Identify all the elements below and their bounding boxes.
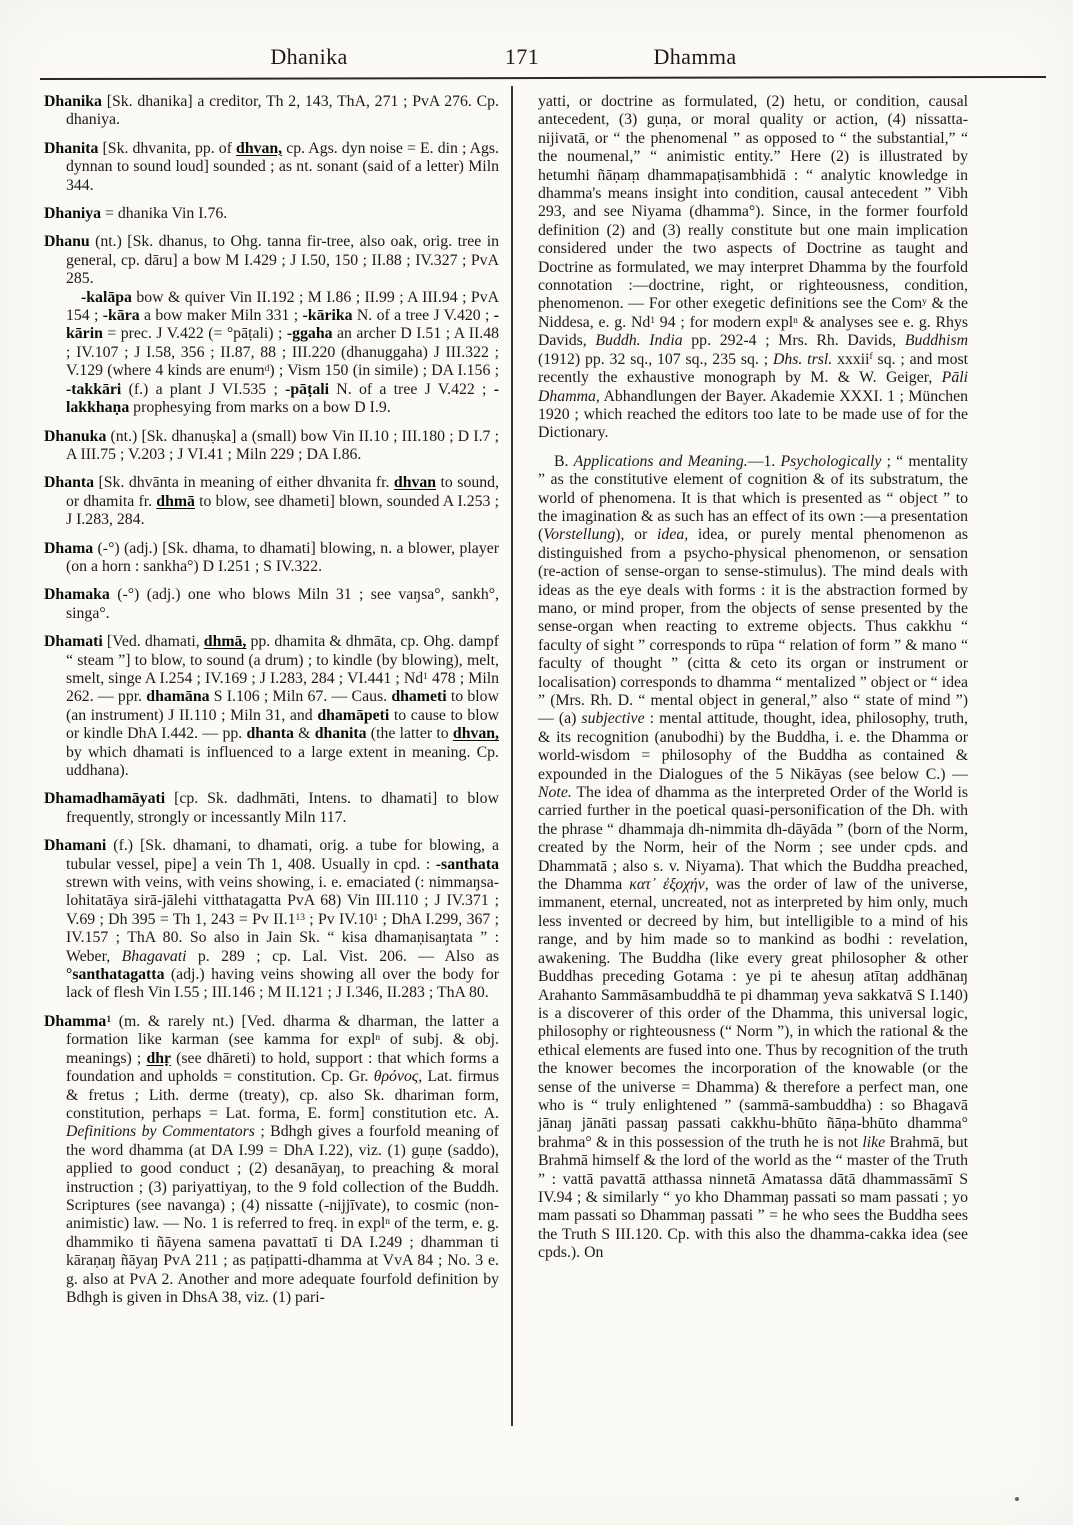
left-column xyxy=(44,93,499,1317)
dictionary-entry: Dhamani (f.) [Sk. dhamani, to dhamati, orig. a tube for blowing, a tubular vessel, pipe] a vein Th 1, 408. Usually in cpd. : -santhata strewn with veins, with veins showing, i. e. emaciated (: nimmaŋsa-lohitatāya sirā-jālehi vitthatagatta PvA 68) Vin III.110 ; J IV.371 ; V.69 ; Dh 395 = Th 1, 243 = Pv $II.1^{13}$ ; Pv $IV.10^1$ ; DhA I.299, 367 ; IV.157 ; ThA 80. So also in Jain Sk. “ kisa dhamaṇisaŋtata ” : Weber, Bhagavati p. 289 ; cp. Lal. Vist. 206. — Also as °santhatagatta (adj.) having veins showing all over the body for lack of flesh Vin I.55 ; III.146 ; M II.121 ; J I.346, II.283 ; ThA 80. xyxy=(44,837,500,1002)
right-column xyxy=(538,93,968,1273)
dictionary-entry: Dhamadhamāyati [cp. Sk. dadhmāti, Intens. to dhamati] to blow frequently, strongly or incessantly Miln 117. xyxy=(44,790,499,826)
page-number: 171 xyxy=(504,44,540,69)
running-head-left: Dhanika xyxy=(270,44,348,69)
dictionary-entry: yatti, or doctrine as formulated, (2) hetu, or condition, causal antecedent, (3) guṇa, or moral quality or action, (4) nissatta-nijivatā, or “ the phenomenal ” as opposed to “ the substantial,” “ the noumenal,” “ animistic entity.” Here (2) is illustrated by hetumhi ñāṇaṃ dhammapaṭisambhidā : “ analytic knowledge in dhamma's means insight into condition, causal antecedent ” Vibh 293, and see Niyama (dhamma°). Since, in the former fourfold definition (2) and (3) really constitute but one main implication considered under the two aspects of Doctrine as taught and Doctrine as formulated, we may interpret Dhamma by the fourfold connotation :—doctrine, right, or righteousness, condition, phenomenon. — For other exegetic definitions see the Com$^y$ & the Niddesa, e. g. Nd$^1$ 94 ; for modern expl$^n$ & analyses see e. g. Rhys Davids, Buddh. India pp. 292-4 ; Mrs. Rh. Davids, Buddhism (1912) pp. 32 sq., 107 sq., 235 sq. ; Dhs. trsl. xxxii$^f$ sq. ; and most recently the exhaustive monograph by M. & W. Geiger, Pāli Dhamma, Abhandlungen der Bayer. Akademie XXXI. 1 ; München 1920 ; which reached the editors too late to be made use of for the Dictionary. xyxy=(538,93,969,442)
dictionary-entry: Dhamati [Ved. dhamati, dhmā, pp. dhamita & dhmāta, cp. Ohg. dampf “ steam ”] to blow, to sound (a drum) ; to kindle (by blowing), melt, smelt, singe A I.254 ; IV.169 ; J I.283, 284 ; VI.441 ; Nd$^1$ 478 ; Miln 262. — ppr. dhamāna S I.106 ; Miln 67. — Caus. dhameti to blow (an instrument) J II.110 ; Miln 31, and dhamāpeti to cause to blow or kindle DhA I.442. — pp. dhanta & dhanita (the latter to dhvan, by which dhamati is influenced to a large extent in meaning. Cp. uddhana). xyxy=(44,633,500,779)
dictionary-entry: Dhanu (nt.) [Sk. dhanus, to Ohg. tanna fir-tree, also oak, orig. tree in general, cp. dāru] a bow M I.429 ; J I.50, 150 ; II.88 ; IV.327 ; PvA 285. xyxy=(44,233,499,288)
header-rule xyxy=(40,76,1046,80)
dictionary-entry: Dhanuka (nt.) [Sk. dhanuṣka] a (small) bow Vin II.10 ; III.180 ; D I.7 ; A III.75 ; V.203 ; J VI.41 ; Miln 229 ; DA I.86. xyxy=(44,427,499,463)
dictionary-entry: B. Applications and Meaning.—1. Psychologically ; “ mentality ” as the constitutive element of cognition & of its substratum, the world of phenomena. It is that which is presented as “ object ” to the imagination & as such has an effect of its own :—a presentation (Vorstellung), or idea, idea, or purely mental phenomenon as distinguished from a psycho-physical phenomenon, or sensation (re-action of sense-organ to sense-stimulus). The mind deals with ideas as the eye deals with forms : it is the abstraction formed by mano, or mind proper, from the objects of sense presented by the sense-organ when reacting to extreme objects. Thus cakkhu “ faculty of sight ” corresponds to rūpa “ relation of form ” & mano “ faculty of thought ” (citta & ceto its organ or instrument or localisation) corresponds to dhamma “ mentalized ” object or “ idea ” (Mrs. Rh. D. “ mental object in general,” also “ state of mind ”) — (a) subjective : mental attitude, thought, idea, philosophy, truth, & its recognition (anubodhi) by the Buddha, i. e. the Dhamma or world-wisdom = philosophy of the Buddha as contained & expounded in the Dialogues of the 5 Nikāyas (see below C.) — Note. The idea of dhamma as the interpreted Order of the World is carried further in the poetical quasi-personification of the Dh. with the phrase “ dhammaja dh-nimmita dh-dāyāda ” (born of the Norm, created by the Norm, heir of the Norm ; see under cpds. and Dhammatā ; also s. v. Niyama). That which the Buddha preached, the Dhamma κατ᾽ ἐξοχήν, was the order of law of the universe, immanent, eternal, uncreated, not as interpreted by him only, much less invented or decreed by him, but intelligible to a mind of his range, and by him made so to mankind as bodhi : revelation, awakening. The Buddha (like every great philosopher & other Buddhas preceding Gotama : ye pi te ahesuŋ atītaŋ addhānaŋ Arahanto Sammāsambuddhā te pi dhammaŋ yeva sakkatvā S I.140) is a discoverer of this order of the Dhamma, this universal logic, philosophy or righteousness (“ Norm ”), in which the rational & the ethical elements are fused into one. Thus by recognition of the truth the knower becomes the incorporation of the knowable (or the sense of the universe = Dhamma) & therefore a perfect man, one who is “ truly enlightened ” (sammā-sambuddha) : so Bhagavā jānaŋ jānāti passaŋ passati cakkhu-bhūto ñāṇa-bhūto dhamma° brahma° & in this possession of the truth he is not like Brahmā, but Brahmā himself & the lord of the world as the “ master of the Truth ” : vattā pavattā atthassa ninnetā Amatassa dātā dhammassāmī S IV.94 ; & similarly “ yo kho Dhammaŋ passati so mam passati ; yo mam passati so Dhammaŋ passati ” = he who sees the Buddha sees the Truth S III.120. Cp. with this also the dhamma-cakka idea (see cpds.). On xyxy=(538,452,968,1262)
column-divider xyxy=(511,86,513,1426)
dictionary-entry: Dhamma$^1$ (m. & rarely nt.) [Ved. dharma & dharman, the latter a formation like karman (see kamma for expl$^n$ of subj. & obj. meanings) ; dhṛ (see dhāreti) to hold, support : that which forms a foundation and upholds = constitution. Cp. Gr. θρόνος, Lat. firmus & fretus ; Lith. derme (treaty), cp. also Sk. dhariman form, constitution, perhaps = Lat. forma, E. form] constitution etc. A. Definitions by Commentators ; Bdhgh gives a fourfold meaning of the word dhamma (at DA I.99 = DhA I.22), viz. (1) guṇe (saddo), applied to good conduct ; (2) desanāyaŋ, to preaching & moral instruction ; (3) pariyattiyaŋ, to the 9 fold collection of the Buddh. Scriptures (see navanga) ; (4) nissatte (-nijjīvate), to cosmic (non-animistic) law. — No. 1 is referred to freq. in expl$^n$ of the term, e. g. dhammiko ti ñāyena samena pavattatī ti DA I.249 ; dhamman ti kāraṇaŋ ñāyaŋ PvA 211 ; as paṭipatti-dhamma at VvA 84 ; No. 3 e. g. also at PvA 2. Another and more adequate fourfold definition by Bdhgh is given in DhsA 38, viz. (1) pari- xyxy=(44,1012,500,1306)
dictionary-entry: Dhanika [Sk. dhanika] a creditor, Th 2, 143, ThA, 271 ; PvA 276. Cp. dhaniya. xyxy=(44,93,499,129)
dictionary-entry: -kalāpa bow & quiver Vin II.192 ; M I.86 ; II.99 ; A III.94 ; PvA 154 ; -kāra a bow maker Miln 331 ; -kārika N. of a tree J V.420 ; -kārin = prec. J V.422 (= °pāṭali) ; -ggaha an archer D I.51 ; A II.48 ; IV.107 ; J I.58, 356 ; II.87, 88 ; III.220 (dhanuggaha) J III.322 ; V.129 (where 4 kinds are enum$^d$) ; Vism 150 (in simile) ; DA I.156 ; -takkāri (f.) a plant J VI.535 ; -pāṭali N. of a tree J V.422 ; -lakkhaṇa prophesying from marks on a bow D I.9. xyxy=(66,288,500,417)
ink-speck xyxy=(1015,1497,1019,1501)
running-head-right: Dhamma xyxy=(653,44,737,69)
dictionary-entry: Dhaniya = dhanika Vin I.76. xyxy=(44,205,228,223)
dictionary-entry: Dhama (-°) (adj.) [Sk. dhama, to dhamati] blowing, n. a blower, player (on a horn : sankha°) D I.251 ; S IV.322. xyxy=(44,539,499,575)
dictionary-entry: Dhanta [Sk. dhvānta in meaning of either dhvanita fr. dhvan to sound, or dhamita fr. dhmā to blow, see dhameti] blown, sounded A I.253 ; J I.283, 284. xyxy=(44,474,499,529)
dictionary-entry: Dhamaka (-°) (adj.) one who blows Miln 31 ; see vaŋsa°, sankh°, singa°. xyxy=(44,586,499,622)
dictionary-entry: Dhanita [Sk. dhvanita, pp. of dhvan, cp. Ags. dyn noise = E. din ; Ags. dynnan to sound loud] sounded ; as nt. sonant (said of a letter) Miln 344. xyxy=(44,139,499,194)
